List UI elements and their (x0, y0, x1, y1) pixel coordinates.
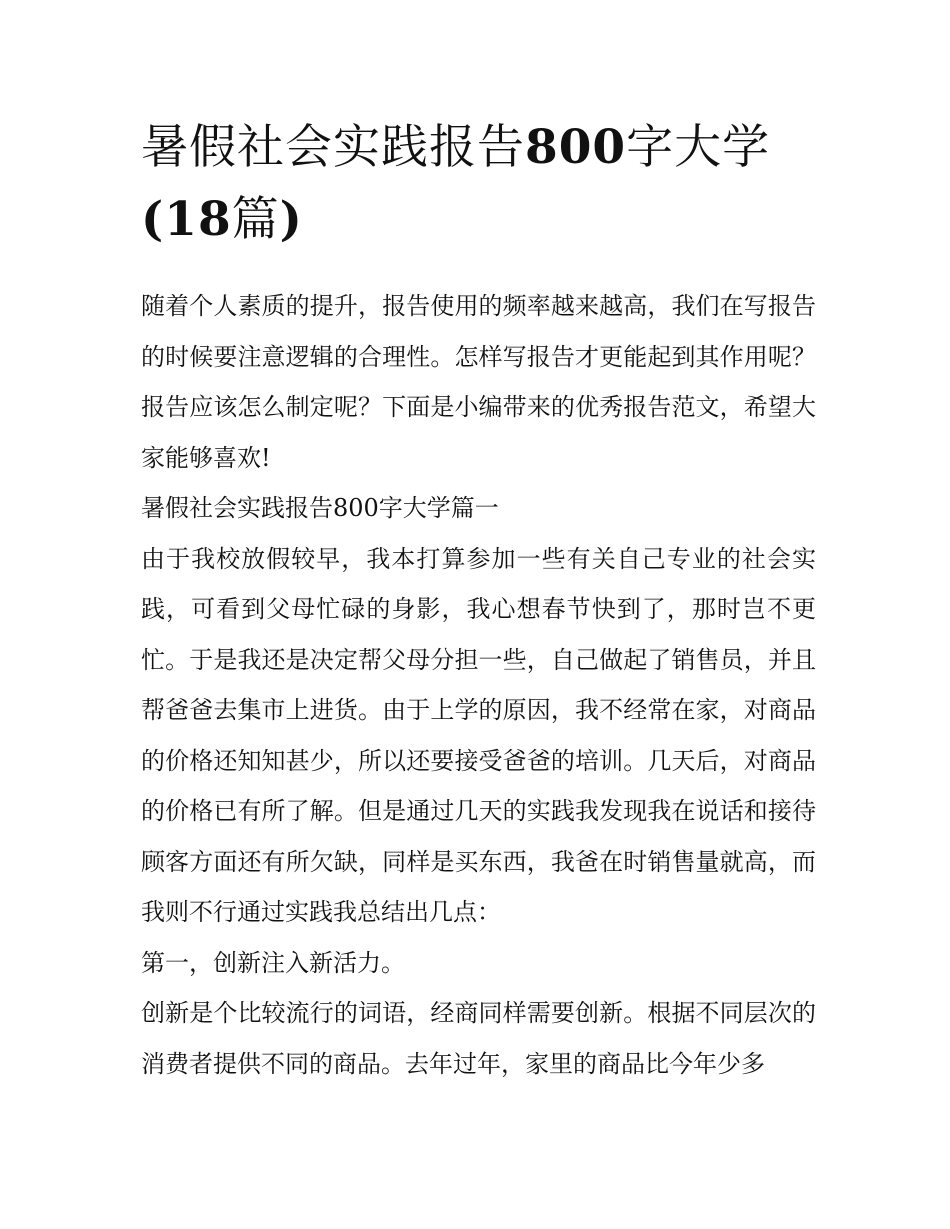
document-page (141, 112, 816, 1089)
section-heading: 暑假社会实践报告800字大学篇一 (141, 494, 499, 522)
intro-paragraph: 随着个人素质的提升，报告使用的频率越来越高，我们在写报告的时候要注意逻辑的合理性。怎样写报告才更能起到其作用呢？报告应该怎么制定呢？下面是小编带来的优秀报告范文，希望大家能够喜欢! (141, 292, 816, 472)
body-paragraph: 由于我校放假较早，我本打算参加一些有关自己专业的社会实践，可看到父母忙碌的身影，我心想春节快到了，那时岂不更忙。于是我还是决定帮父母分担一些，自己做起了销售员，并且帮爸爸去集市上进货。由于上学的原因，我不经常在家，对商品的价格还知知甚少，所以还要接受爸爸的培训。几天后，对商品的价格已有所了解。但是通过几天的实践我发现我在说话和接待顾客方面还有所欠缺，同样是买东西，我爸在时销售量就高，而我则不行通过实践我总结出几点： (141, 544, 816, 926)
point-heading: 第一，创新注入新活力。 (141, 948, 405, 977)
body-paragraph-continued: 创新是个比较流行的词语，经商同样需要创新。根据不同层次的消费者提供不同的商品。去年过年，家里的商品比今年少多 (141, 999, 816, 1078)
document-title: 暑假社会实践报告800字大学(18篇) (141, 120, 771, 247)
